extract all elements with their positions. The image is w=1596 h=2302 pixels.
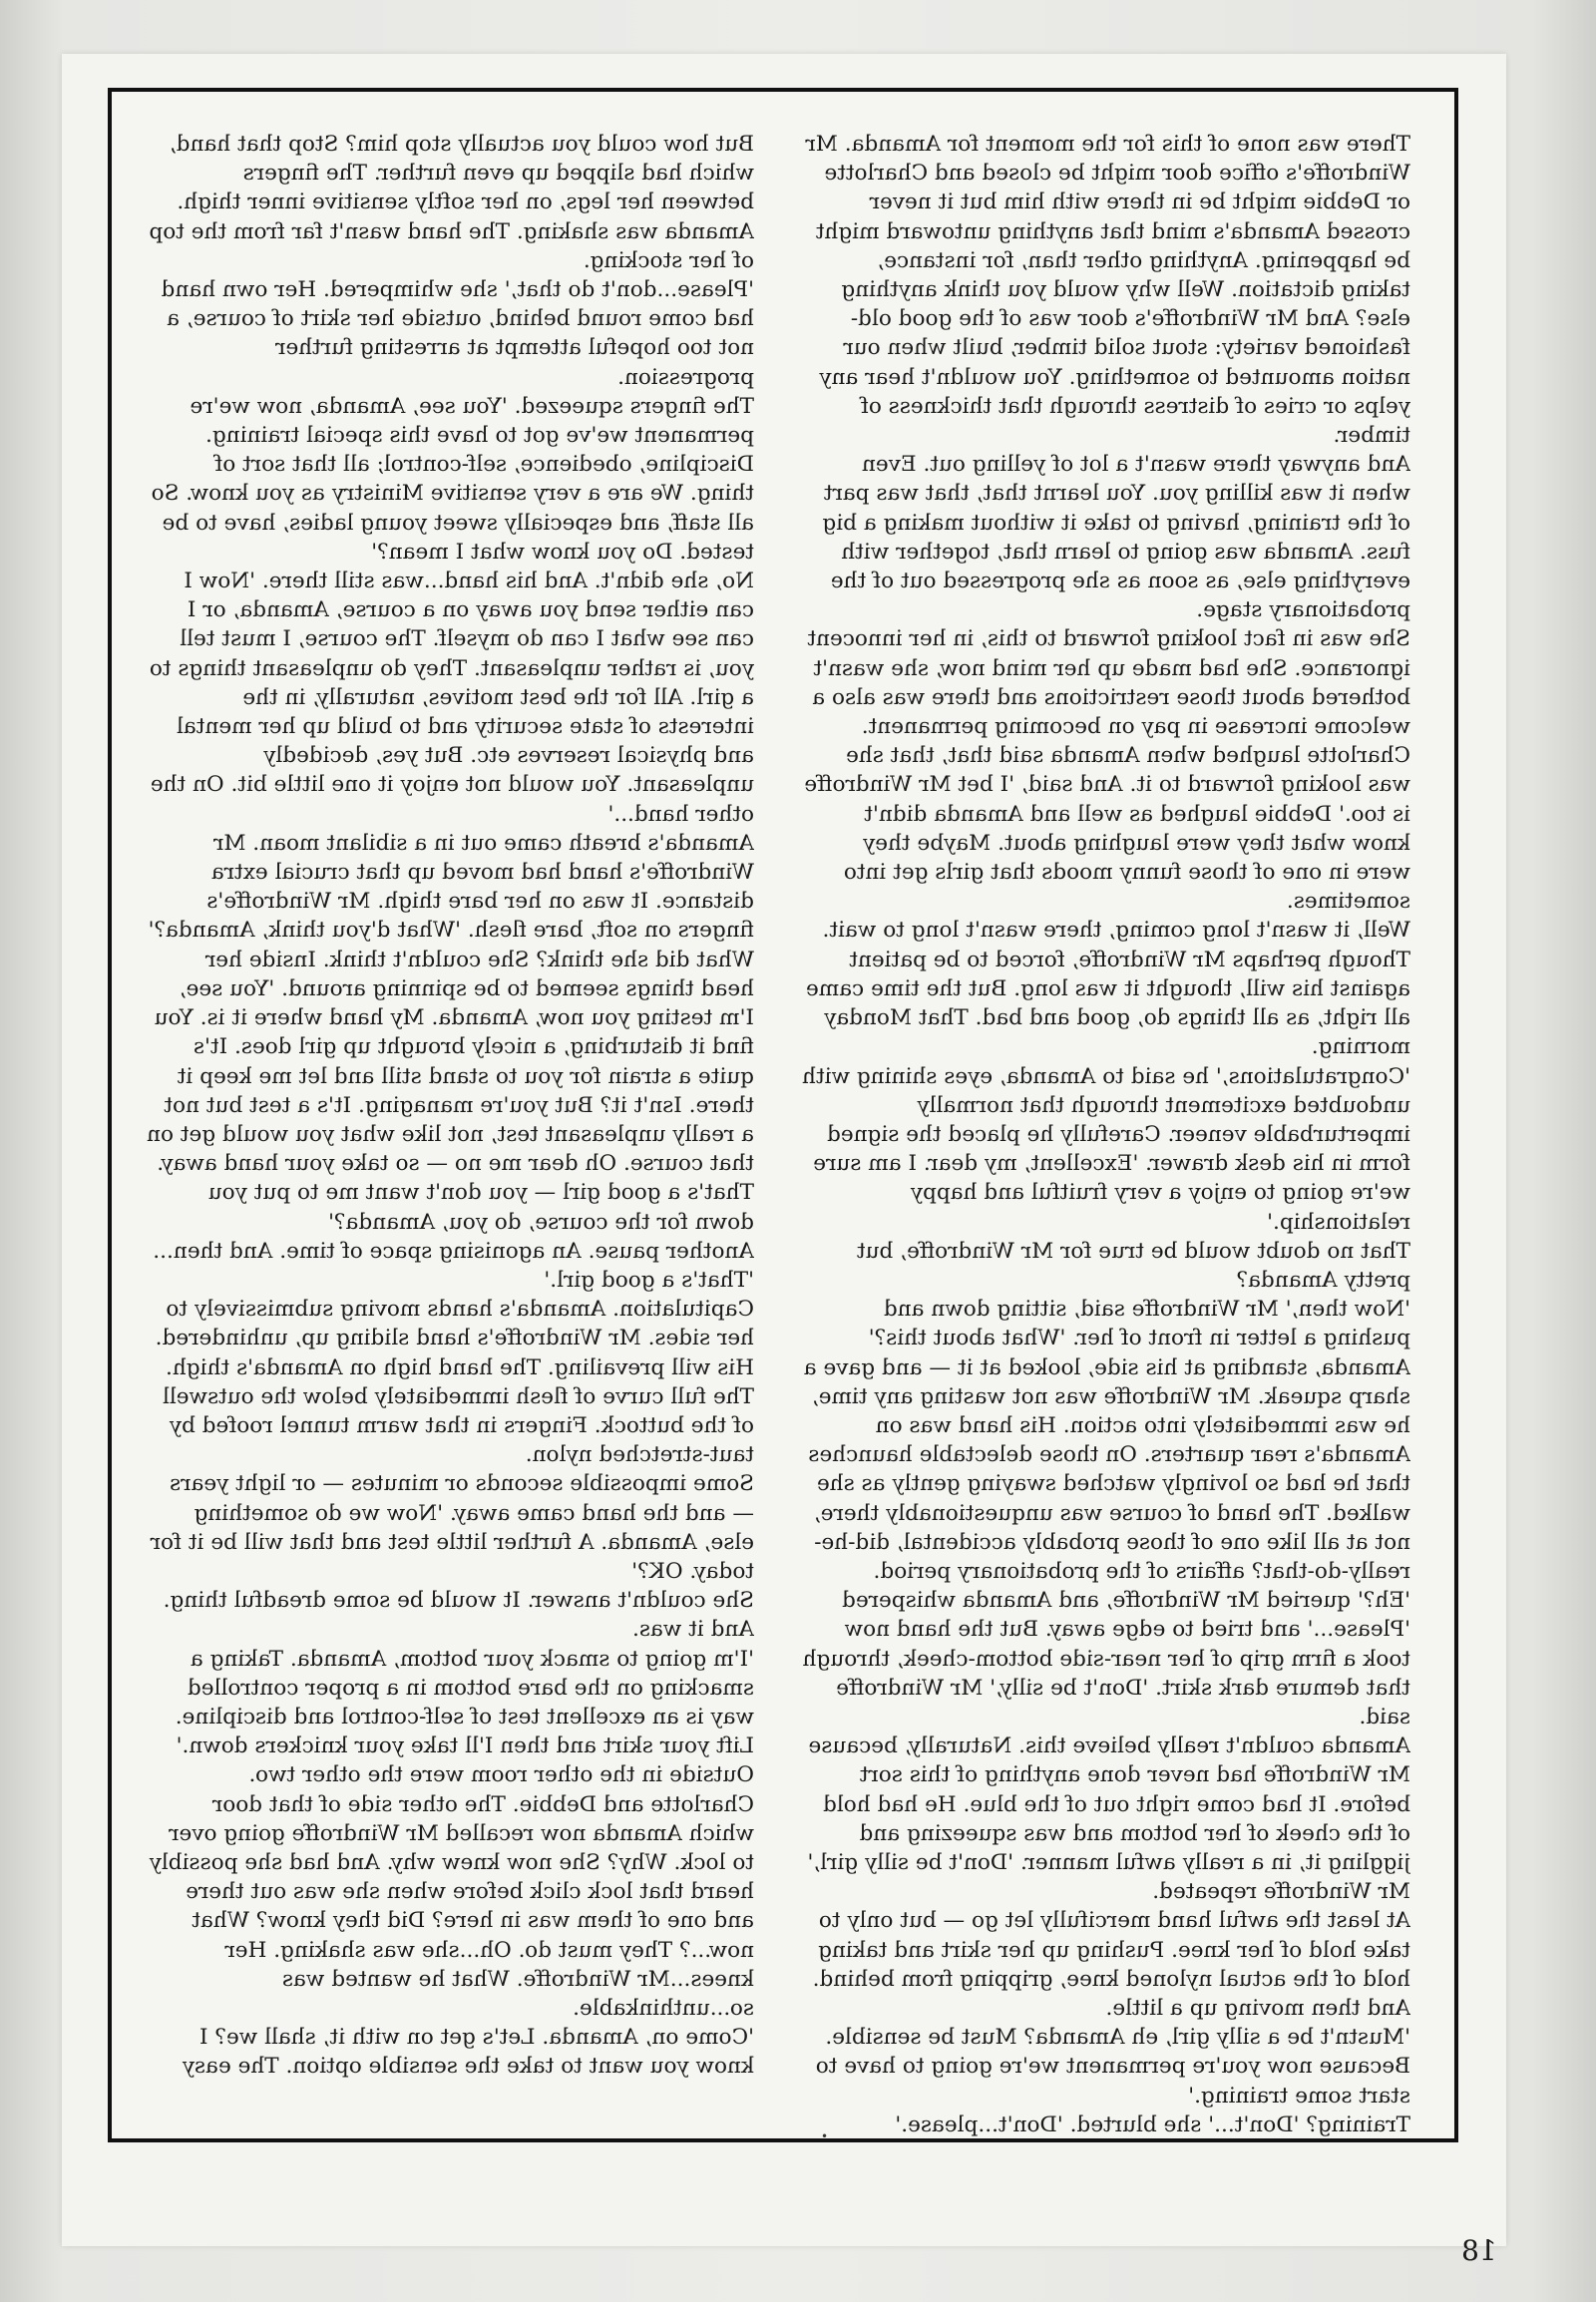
paragraph: At least the awful hand mercifully let go — but only to take hold of her knee. Pushing up her skirt and taking hold of the actual nyloned knee, gripping from behind. And then moving up a little. <box>812 1908 1410 2021</box>
paragraph: 'I'm going to smack your bottom, Amanda. Taking a smacking on the bare bottom in a proper controlled way is an excellent test of self-control and discipline. Lift your skirt and then I'll take your knickers down.' <box>175 1646 754 1759</box>
paragraph: But how could you actually stop him? Stop that hand, which had slipped up even further. The fingers between her legs, on her softly sensitive inner thigh. Amanda was shaking. The hand wasn't far from the top of her stocking. <box>149 132 754 273</box>
paragraph: There was none of this for the moment for Amanda. Mr Windroffe's office door might be closed and Charlotte or Debbie might be in there with him but it never crossed Amanda's mind that anything untoward might be happening. Anything other than, for instance, taking dictation. Well why would you think anything else? And Mr Windroffe's door was of the good old-fashioned variety: stout solid timber, built when our nation amounted to something. You wouldn't hear any yelps or cries of distress through that thickness of timber. <box>805 132 1410 449</box>
paragraph: Outside in the other room were the other two. Charlotte and Debbie. The other side of that door which Amanda now recalled Mr Windroffe going over to lock. Why? She now knew why. And had she possibly heard that lock click before when she was out there and one of them was in here? Did they know? What now...? They must do. Oh...she was shaking. Her knees...Mr Windroffe. What he wanted was so...unthinkable. <box>149 1762 754 2021</box>
paragraph: 'Eh?' queried Mr Windroffe, and Amanda whispered 'Please...' and tried to edge away. But the hand now took a firm grip of her near-side bottom-cheek, through that demure dark skirt. 'Don't be silly,' Mr Windroffe said. <box>802 1588 1410 1729</box>
text-column-right <box>146 130 754 2082</box>
paragraph: 'Now then,' Mr Windroffe said, sitting down and pushing a letter in front of her. 'What about this?' Amanda, standing at his side, looked at it — and gave a sharp squeak. Mr Windroffe was not wasting any time, he was immediately into action. His hand was on Amanda's rear quarters. On those delectable haunches that he had so lovingly watched swaying gently as she walked. The hand of course was unquestionably there, not at all like one of those probably accidental, did-he-really-do-that? affairs of the probationary period. <box>803 1297 1410 1584</box>
paragraph: 'That's a good girl.' <box>544 1267 754 1293</box>
paragraph: And anyway there wasn't a lot of yelling out. Even when it was killing you. You learnt that, that was part of the training, having to take it without making a big fuss. Amanda was going to learn that, together with everything else, as soon as she progressed out of the probationary stage. <box>822 452 1410 623</box>
paragraph: 'Come on, Amanda. Let's get on with it, shall we? I know you want to take the sensible option. The easy <box>182 2025 754 2080</box>
paragraph: No, she didn't. And his hand...was still there. 'Now I can either send you away on a course, Amanda, or I can see what I can do myself. The course, I must tell you, is rather unpleasant. They do unpleasant things to a girl. All for the best motives, naturally, in the interests of state security and to build up her mental and physical reserves etc. But yes, decidedly unpleasant. You would not enjoy it one little bit. On the other hand...' <box>149 569 754 827</box>
bullet-mark: • <box>821 2129 829 2143</box>
paragraph: Capitulation. Amanda's hands moving submissively to her sides. Mr Windroffe's hand sliding up, unhindered. His will prevailing. The hand high on Amanda's thigh. The full curve of flesh immediately below the outswell of the buttock. Fingers in that warm tunnel roofed by taut-stretched nylon. <box>155 1297 754 1468</box>
paragraph: Training? 'Don't...' she blurted. 'Don't...please.' <box>895 2111 1410 2137</box>
paragraph: 'Please...don't do that,' she whimpered. Her own hand had come round behind, outside her skirt of course, a not too hopeful attempt at arresting further progression. <box>161 277 754 390</box>
paragraph: 'Mustn't be a silly girl, eh Amanda? Must be sensible. Because now you're permanent we're going to have to start some training.' <box>815 2025 1410 2109</box>
paragraph: What did she think? She couldn't think. Inside her head things seemed to be spinning around. 'You see, I'm testing you now, Amanda. My hand where it is. You find it disturbing, a nicely brought up girl does. It's quite a strain for you to stand still and let me keep it there. Isn't it? But you're managing. It's a test but not a really unpleasant test, not like what you would get on that course. Oh dear me no — so take your hand away. That's a good girl — you don't want me to put you down for the course, do you, Amanda?' <box>147 947 754 1235</box>
paragraph: That no doubt would be true for Mr Windroffe, but pretty Amanda? <box>856 1238 1410 1293</box>
paragraph: Amanda's breath came out in a sibilant moan. Mr Windroffe's hand had moved up that crucial extra distance. It was on her bare thigh. Mr Windroffe's fingers on soft, bare flesh. 'What d'you think, Amanda?' <box>148 830 754 944</box>
paragraph: 'Congratulations,' he said to Amanda, eyes shining with undoubted excitement through that normally imperturbable veneer. Carefully he placed the signed form in his desk drawer. 'Excellent, my dear. I am sure we're going to enjoy a very fruitful and happy relationship.' <box>802 1063 1410 1235</box>
mirrored-print <box>112 92 1454 2138</box>
paragraph: She couldn't answer. It would be some dreadful thing. And it was. <box>163 1588 754 1643</box>
text-column-left <box>802 130 1410 2139</box>
paragraph: Well, it wasn't long coming, there wasn't long to wait. Though perhaps Mr Windroffe, forced to be patient against his will, thought it was long. But the time came all right, as all things do, good and bad. That Monday morning. <box>805 918 1410 1060</box>
paragraph: She was in fact looking forward to this, in her innocent ignorance. She had made up her mind now, she wasn't bothered about those restrictions and there was also a welcome increase in pay on becoming permanent. Charlotte laughed when Amanda said that, that she was looking forward to it. And said, 'I bet Mr Windroffe is too.' Debbie laughed as well and Amanda didn't know what they were laughing about. Maybe they were in one of those funny moods that girls get into sometimes. <box>804 626 1410 915</box>
paragraph: Another pause. An agonising space of time. And then... <box>153 1238 754 1264</box>
paragraph: Some impossible seconds or minutes — or light years — and the hand came away. 'Now we do something else, Amanda. A further little test and that will be it for today. OK?' <box>150 1471 754 1584</box>
paragraph: Amanda couldn't really believe this. Naturally, because Mr Windroffe had never done anything of this sort before. It had come right out of the blue. He had hold of the cheek of her bottom and was squeezing and jiggling it, in a really awful manner. 'Don't be silly girl,' Mr Windroffe repeated. <box>807 1733 1410 1905</box>
paragraph: The fingers squeezed. 'You see, Amanda, now we're permanent we've got to have this special training. Discipline, obedience, self-control; all that sort of thing. We are a very sensitive Ministry as you know. So all staff, and especially sweet young ladies, have to be tested. Do you know what I mean?' <box>151 393 754 565</box>
article-frame <box>108 88 1458 2142</box>
page-number: 18 <box>1461 2234 1497 2267</box>
